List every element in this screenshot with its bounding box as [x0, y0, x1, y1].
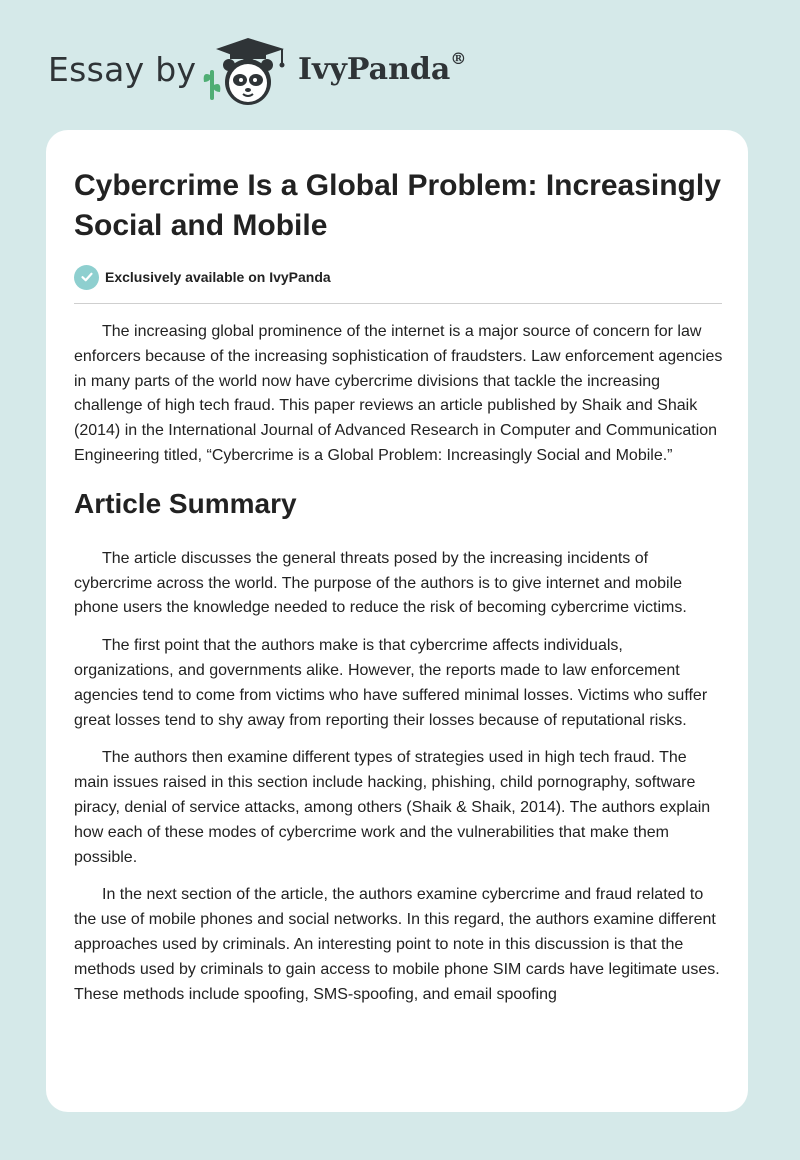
body-paragraph: The first point that the authors make is that cybercrime affects individuals, organizations, and governments alike. However, the reports made to law enforcement agencies tend to come from victims who have suffered minimal losses. Victims who suffer great losses tend to shy away from reporting their losses because of reputational risks.: [74, 637, 708, 729]
body-paragraph: The authors then examine different types of strategies used in high tech fraud. The main issues raised in this section include hacking, phishing, child pornography, software piracy, denial of service attacks, among others (Shaik & Shaik, 2014). The authors explain how each of these modes of cybercrime work and the vulnerabilities that make them possible.: [74, 749, 711, 866]
essay-card: [46, 130, 748, 1112]
brand-name-text: IvyPanda: [298, 52, 451, 87]
exclusive-badge-label: Exclusively available on IvyPanda: [105, 269, 331, 285]
exclusive-badge: [74, 264, 331, 290]
body-paragraph: The article discusses the general threats posed by the increasing incidents of cybercrime across the world. The purpose of the authors is to give internet and mobile phone users the knowledge needed to reduce the risk of becoming cybercrime victims.: [74, 549, 687, 617]
essay-by-label: Essay by: [48, 50, 197, 89]
title-divider: [74, 303, 722, 304]
essay-body: [74, 320, 724, 1020]
body-paragraph: In the next section of the article, the authors examine cybercrime and fraud related to the use of mobile phones and social networks. In this regard, the authors examine different approaches used by criminals. An interesting point to note in this discussion is that the methods used by criminals to gain access to mobile phone SIM cards have legitimate uses. These methods include spoofing, SMS-spoofing, and email spoofing: [74, 886, 720, 1003]
essay-title: Cybercrime Is a Global Problem: Increasingly Social and Mobile: [74, 169, 721, 242]
intro-paragraph: The increasing global prominence of the internet is a major source of concern for law enforcers because of the increasing sophistication of fraudsters. Law enforcement agencies in many parts of the world now have cybercrime divisions that tackle the increasing challenge of high tech fraud. This paper reviews an article published by Shaik and Shaik (2014) in the International Journal of Advanced Research in Computer and Communication Engineering titled, “Cybercrime is a Global Problem: Increasingly Social and Mobile.”: [74, 323, 723, 464]
site-header: [0, 0, 800, 120]
checkmark-circle-icon: [74, 265, 99, 290]
section-heading: Article Summary: [74, 487, 297, 519]
ivypanda-wordmark[interactable]: [298, 49, 467, 87]
panda-logo-icon[interactable]: [202, 36, 292, 110]
registered-mark: ®: [450, 49, 467, 68]
